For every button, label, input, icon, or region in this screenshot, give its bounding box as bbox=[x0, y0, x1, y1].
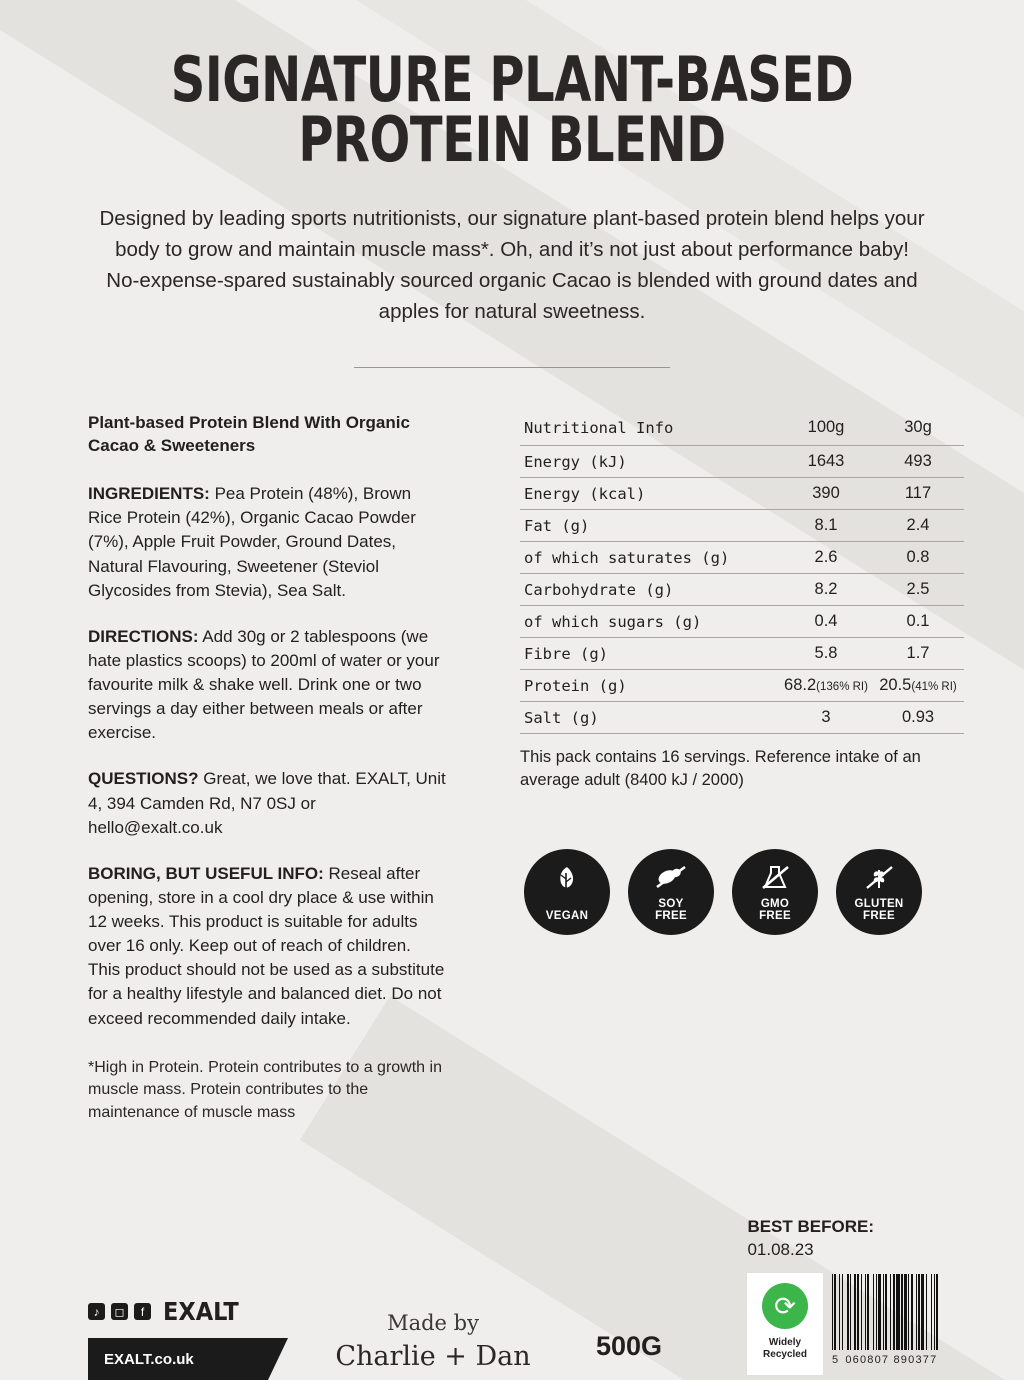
intro-paragraph: Designed by leading sports nutritionists, our signature plant-based protein blend helps your body to grow and maintain muscle mass*. Oh, and it’s not just about performance baby! No-expense-spared sustainably sourced organic Cacao is blended with ground dates and apples for natural sweetness. bbox=[99, 207, 925, 323]
social-row bbox=[88, 1297, 239, 1326]
footer bbox=[0, 1170, 1024, 1380]
badge-vegan-label: VEGAN bbox=[545, 910, 589, 923]
nutrient-label: of which saturates (g) bbox=[520, 542, 780, 574]
value-30g: 0.8 bbox=[872, 542, 964, 574]
recycle-line-2: Recycled bbox=[763, 1348, 807, 1360]
badge-vegan bbox=[524, 849, 610, 935]
nutrient-label: Fibre (g) bbox=[520, 638, 780, 670]
badge-gluten-free-line2: FREE bbox=[863, 910, 895, 923]
ri-100g: (136% RI) bbox=[816, 681, 868, 694]
badge-gluten-free bbox=[836, 849, 922, 935]
leaf-icon bbox=[524, 863, 610, 893]
widely-recycled-logo bbox=[746, 1272, 824, 1376]
net-weight: 500G bbox=[596, 1331, 663, 1361]
ingredients-label: INGREDIENTS: bbox=[88, 484, 210, 504]
table-row bbox=[520, 606, 964, 638]
table-row bbox=[520, 702, 964, 734]
nutrient-label: Energy (kcal) bbox=[520, 478, 780, 510]
table-row bbox=[520, 670, 964, 702]
ingredients-text: Pea Protein (48%), Brown Rice Protein (42%), Organic Cacao Powder (7%), Apple Fruit Powder, Ground Dates, Natural Flavouring, Sweetener (Steviol Glycosides from Stevia), Sea Salt. bbox=[88, 484, 416, 600]
badge-gmo-free-line1: GMO bbox=[760, 898, 790, 911]
website-tab[interactable] bbox=[88, 1338, 268, 1380]
title-line-1: SIGNATURE PLANT-BASED bbox=[170, 43, 854, 116]
nutrient-label: Fat (g) bbox=[520, 510, 780, 542]
nutrient-label: Salt (g) bbox=[520, 702, 780, 734]
right-column bbox=[456, 412, 1024, 1141]
nutrient-label: of which sugars (g) bbox=[520, 606, 780, 638]
certification-badges bbox=[520, 849, 964, 935]
directions-label: DIRECTIONS: bbox=[88, 626, 199, 646]
column-header-100g: 100g bbox=[780, 412, 872, 446]
nutrient-label: Energy (kJ) bbox=[520, 446, 780, 478]
made-by-block bbox=[318, 1311, 548, 1372]
useful-info-paragraph bbox=[88, 862, 446, 1031]
badge-gmo-free bbox=[732, 849, 818, 935]
flask-crossed-icon bbox=[732, 863, 818, 893]
left-column bbox=[0, 412, 456, 1141]
table-row bbox=[520, 638, 964, 670]
table-row bbox=[520, 510, 964, 542]
value-30g: 2.4 bbox=[872, 510, 964, 542]
best-before-date: 01.08.23 bbox=[747, 1240, 814, 1260]
table-row bbox=[520, 446, 964, 478]
servings-note: This pack contains 16 servings. Reference intake of an average adult (8400 kJ / 2000) bbox=[520, 748, 921, 789]
badge-soy-free-line2: FREE bbox=[655, 910, 687, 923]
nutrition-table bbox=[520, 412, 964, 734]
value-100g: 0.4 bbox=[780, 606, 872, 638]
nutrient-label: Carbohydrate (g) bbox=[520, 574, 780, 606]
value-30g: 1.7 bbox=[872, 638, 964, 670]
directions-paragraph bbox=[88, 625, 446, 746]
page-title bbox=[72, 0, 953, 177]
blend-heading: Plant-based Protein Blend With Organic Cacao & Sweeteners bbox=[88, 413, 410, 456]
value-100g: 5.8 bbox=[780, 638, 872, 670]
value-30g: 0.1 bbox=[872, 606, 964, 638]
ri-30g: (41% RI) bbox=[911, 681, 957, 694]
best-before-block bbox=[747, 1216, 874, 1262]
instagram-icon[interactable]: ◻ bbox=[111, 1303, 128, 1320]
barcode-left-digit: 5 bbox=[832, 1354, 840, 1366]
ingredients-paragraph bbox=[88, 482, 446, 603]
value-30g: 2.5 bbox=[872, 574, 964, 606]
directions-text: Add 30g or 2 tablespoons (we hate plastics scoops) to 200ml of water or your favourite milk & shake well. Drink one or two servings a day either between meals or after exercise. bbox=[88, 626, 440, 743]
value-100g: 8.2 bbox=[780, 574, 872, 606]
badge-soy-free bbox=[628, 849, 714, 935]
barcode-main-digits: 060807 890377 bbox=[845, 1354, 938, 1366]
value-100g: 1643 bbox=[780, 446, 872, 478]
brand-wordmark: EXALT bbox=[163, 1297, 239, 1326]
badge-gluten-free-line1: GLUTEN bbox=[854, 898, 904, 911]
value-100g: 3 bbox=[780, 702, 872, 734]
wheat-crossed-icon bbox=[836, 863, 922, 893]
nutrient-label: Protein (g) bbox=[520, 670, 780, 702]
value-30g: 493 bbox=[872, 446, 964, 478]
badge-soy-free-line1: SOY bbox=[658, 898, 684, 911]
barcode-number bbox=[832, 1354, 1000, 1366]
useful-info-label: BORING, BUT USEFUL INFO: bbox=[88, 863, 324, 883]
tiktok-icon[interactable]: ♪ bbox=[88, 1303, 105, 1320]
badge-gmo-free-line2: FREE bbox=[759, 910, 791, 923]
website-tab-label: EXALT.co.uk bbox=[104, 1350, 194, 1368]
barcode-bars bbox=[832, 1274, 1000, 1350]
protein-claim-footnote: *High in Protein. Protein contributes to a growth in muscle mass. Protein contributes to the maintenance of muscle mass bbox=[88, 1058, 442, 1122]
facebook-icon[interactable]: f bbox=[134, 1303, 151, 1320]
questions-text: Great, we love that. EXALT, Unit 4, 394 Camden Rd, N7 0SJ or hello@exalt.co.uk bbox=[88, 769, 446, 837]
value-100g: 2.6 bbox=[780, 542, 872, 574]
soy-bean-crossed-icon bbox=[628, 863, 714, 893]
value-30g: 20.5(41% RI) bbox=[872, 670, 964, 702]
made-by-names: Charlie + Dan bbox=[335, 1341, 531, 1372]
column-header-name: Nutritional Info bbox=[520, 412, 780, 446]
table-header-row bbox=[520, 412, 964, 446]
questions-paragraph bbox=[88, 767, 446, 839]
useful-info-text: Reseal after opening, store in a cool dry place & use within 12 weeks. This product is suitable for adults over 16 only. Keep out of reach of children. This product should not be used as a substitute for a healthy lifestyle and balanced diet. Do not exceed recommended daily intake. bbox=[88, 863, 445, 1028]
best-before-label: BEST BEFORE: bbox=[747, 1217, 874, 1237]
recycle-line-1: Widely bbox=[768, 1337, 802, 1348]
table-row bbox=[520, 478, 964, 510]
value-100g: 8.1 bbox=[780, 510, 872, 542]
column-header-30g: 30g bbox=[872, 412, 964, 446]
recycle-arrow-icon: ⟳ bbox=[762, 1283, 808, 1329]
value-100g: 68.2(136% RI) bbox=[780, 670, 872, 702]
value-30g: 0.93 bbox=[872, 702, 964, 734]
value-30g: 117 bbox=[872, 478, 964, 510]
made-by-label: Made by bbox=[387, 1311, 479, 1335]
value-100g: 390 bbox=[780, 478, 872, 510]
barcode bbox=[832, 1274, 1000, 1366]
table-row bbox=[520, 574, 964, 606]
table-row bbox=[520, 542, 964, 574]
title-line-2: PROTEIN BLEND bbox=[298, 103, 726, 177]
questions-label: QUESTIONS? bbox=[88, 769, 199, 789]
